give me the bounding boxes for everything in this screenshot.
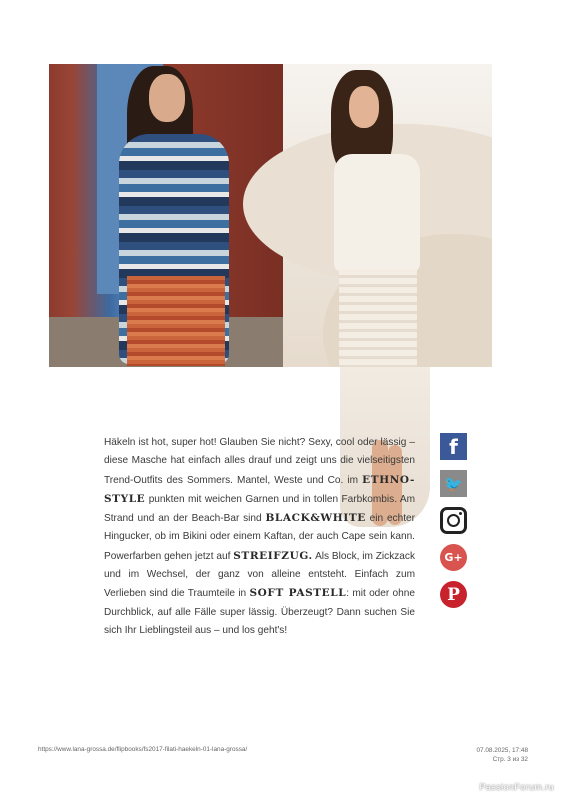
pinterest-glyph: P (447, 584, 460, 605)
instagram-lens (447, 514, 460, 527)
instagram-icon[interactable] (440, 507, 467, 534)
facebook-icon[interactable] (440, 433, 467, 460)
footer-url[interactable]: https://www.lana-grossa.de/flipbooks/fs2017-filati-haekeln-01-lana-grossa/ (38, 746, 248, 753)
twitter-icon[interactable] (440, 470, 467, 497)
body-text-segment: : mit oder ohne Durchblick, auf alle Fälle super lässig. Überzeugt? Dann suchen Sie sich Ihr Lieblingsteil aus – und los geht's! (104, 588, 416, 636)
body-text-segment: Als Block, im Zickzack und im Wechsel, der ganz von alleine entsteht. Einfach zum Verlieben sind die Traumteile in (104, 550, 416, 600)
model-left-face (149, 74, 185, 122)
facebook-glyph: f (449, 434, 458, 459)
keyword-streifzug: STREIFZUG. (233, 549, 313, 562)
body-text-segment: Häkeln ist hot, super hot! Glauben Sie nicht? Sexy, cool oder lässig – diese Masche hat einfach alles drauf und zeigt uns die vielseitigsten Trend-Outfits des Sommers. Mantel, Weste und Co. im (104, 437, 415, 486)
social-share-bar (440, 433, 468, 618)
keyword-soft-pastell: SOFT PASTELL (249, 587, 347, 600)
print-date: 07.08.2025, 17:48 (476, 747, 528, 754)
footer-date-page (476, 746, 528, 764)
body-text-segment: punkten mit weichen Garnen und in tollen Farbkombis. Am Strand und an der Beach-Bar sind (104, 493, 415, 525)
model-right-top (334, 154, 420, 272)
watermark: PassionForum.ru (479, 782, 554, 792)
keyword-black-white: BLACK&WHITE (265, 512, 366, 525)
twitter-glyph: 🐦 (444, 474, 463, 493)
article-body-text (104, 434, 415, 640)
googleplus-glyph: G+ (444, 551, 463, 564)
model-right-skirt (339, 269, 417, 367)
pinterest-icon[interactable] (440, 581, 467, 608)
instagram-dot (459, 512, 462, 515)
keyword-ethno-style: ETHNO-STYLE (104, 473, 415, 505)
model-left-skirt (127, 276, 225, 366)
page-number: Стр. 3 из 32 (492, 756, 528, 763)
body-text-segment: ein echter Hingucker, ob im Bikini oder einem Kaftan, der auch Cape sein kann. Powerfarben gehen jetzt auf (104, 513, 415, 562)
model-right-face (349, 86, 379, 128)
googleplus-icon[interactable] (440, 544, 467, 571)
photo-panel (49, 64, 492, 367)
